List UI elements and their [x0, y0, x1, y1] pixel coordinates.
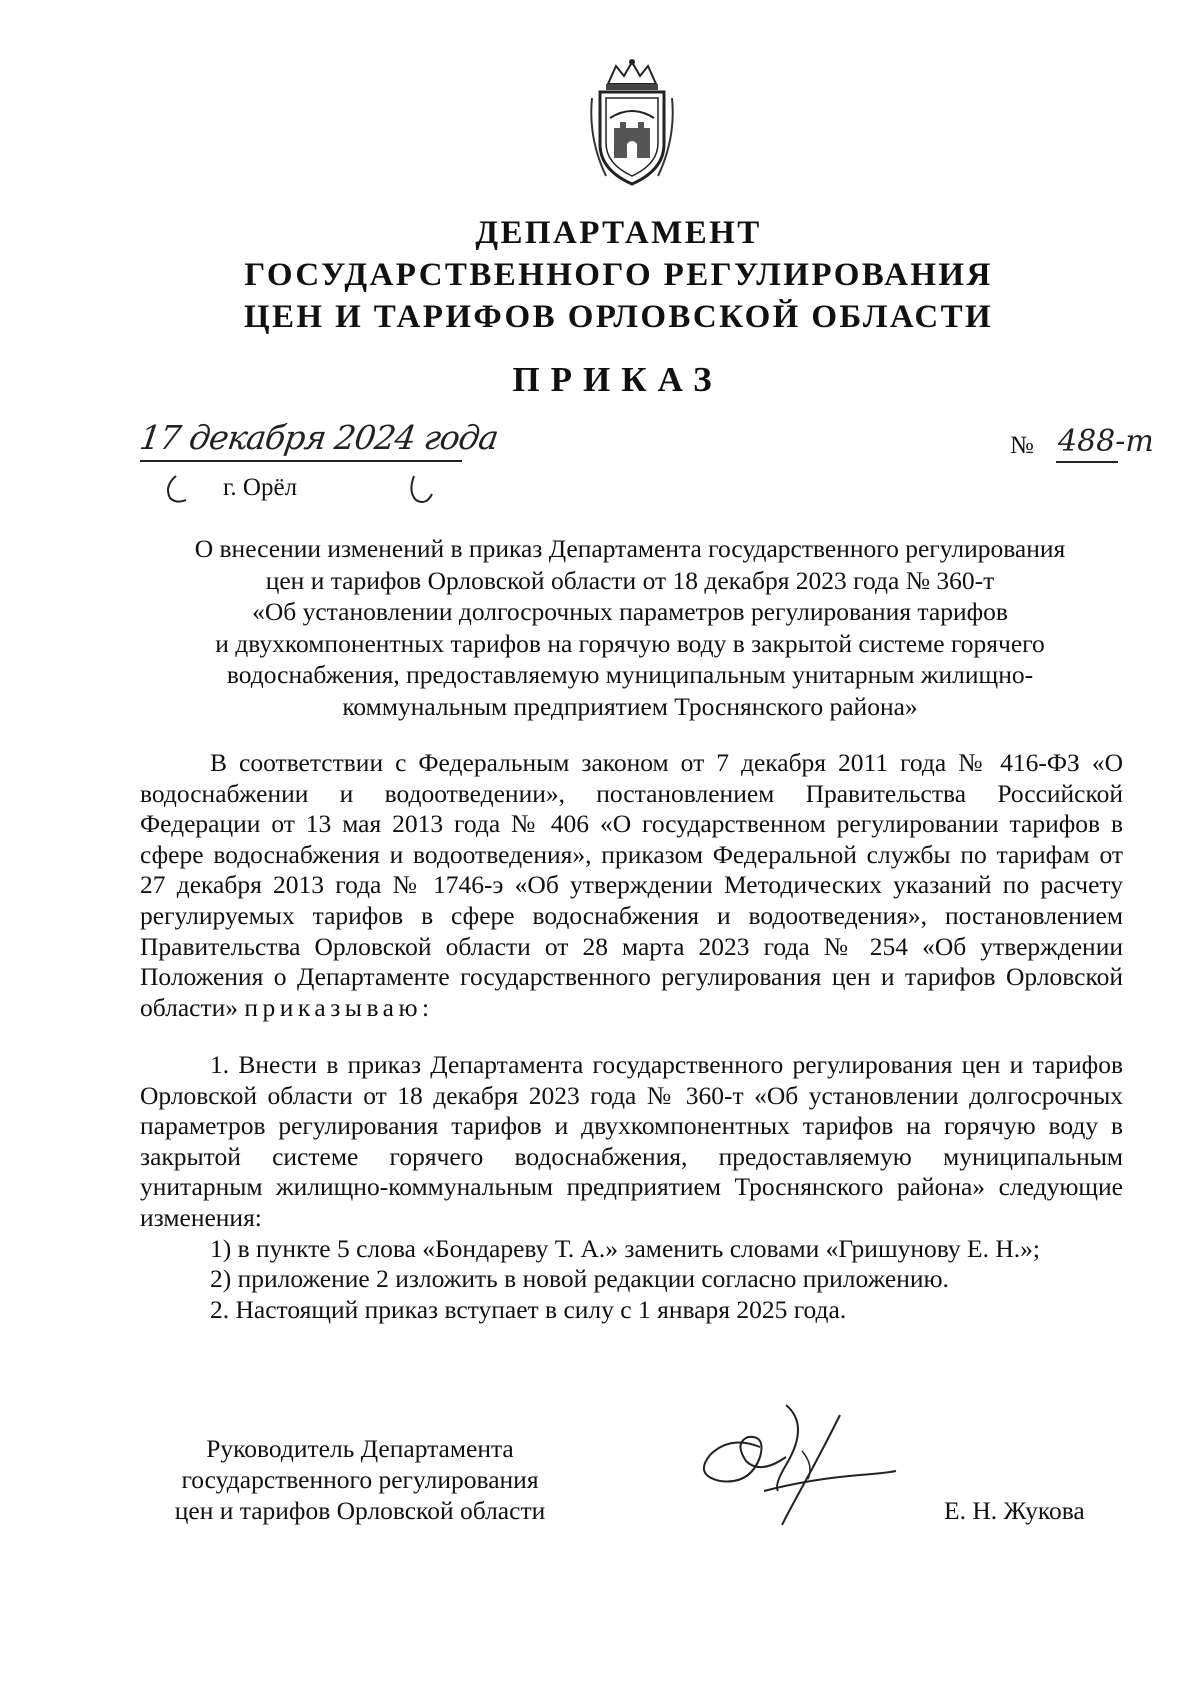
subject-line: «Об установлении долгосрочных параметров регулирования тарифов	[252, 597, 1008, 626]
order-item-1-sub-1: 1) в пункте 5 слова «Бондареву Т. А.» заменить словами «Гришунову Е. Н.»;	[210, 1233, 1040, 1263]
document-type-heading: ПРИКАЗ	[512, 360, 723, 399]
subject-line: О внесении изменений в приказ Департамента государственного регулирования	[194, 534, 1066, 563]
coat-of-arms-emblem	[586, 58, 678, 190]
order-item-1: 1. Внести в приказ Департамента государственного регулирования цен и тарифов Орловской области от 18 декабря 2023 года № 360-т «Об установлении долгосрочных параметров регулирования тарифов и двухкомпонентных тарифов на горячую воду в закрытой системе горячего водоснабжения, предоставляемую муниципальным унитарным жилищно-коммунальным предприятием Троснянского района» следующие изменения:	[140, 1050, 1123, 1232]
order-subject	[130, 533, 1130, 722]
department-title-line-1: ДЕПАРТАМЕНТ	[475, 215, 762, 251]
order-item-2: 2. Настоящий приказ вступает в силу с 1 января 2025 года.	[210, 1294, 847, 1324]
number-underline	[1056, 461, 1118, 463]
order-item-1-sub-2: 2) приложение 2 изложить в новой редакции согласно приложению.	[210, 1264, 949, 1294]
signatory-title-line-2: государственного регулирования	[181, 1465, 539, 1494]
subject-line: цен и тарифов Орловской области от 18 декабря 2023 года № 360-т	[265, 565, 995, 595]
subject-line: коммунальным предприятием Троснянского района»	[342, 691, 918, 721]
subject-line: и двухкомпонентных тарифов на горячую воду в закрытой системе горячего	[215, 628, 1045, 658]
signatory-title	[160, 1433, 560, 1526]
preamble-text: В соответствии с Федеральным законом от 7 декабря 2011 года № 416-ФЗ «О водоснабжении и водоотведении», постановлением Правительства Российской Федерации от 13 мая 2013 года № 406 «О государственном регулировании тарифов в сфере водоснабжения и водоотведения», приказом Федеральной службы по тарифам от 27 декабря 2013 года № 1746-э «Об утверждении Методических указаний по расчету регулируемых тарифов в сфере водоснабжения и водоотведения», постановлением Правительства Орловской области от 28 марта 2023 года № 254 «Об утверждении Положения о Департаменте государственного регулирования цен и тарифов Орловской области»	[140, 748, 1123, 1022]
signatory-name: Е. Н. Жукова	[944, 1496, 1085, 1525]
right-corner-bracket	[404, 472, 438, 506]
signatory-title-line-3: цен и тарифов Орловской области	[174, 1496, 546, 1525]
subject-line: водоснабжения, предоставляемую муниципальным унитарным жилищно-	[226, 660, 1034, 689]
left-corner-bracket	[162, 472, 192, 506]
city-label: г. Орёл	[223, 474, 298, 501]
department-title	[0, 212, 1200, 338]
handwritten-number: 488-т	[1058, 424, 1154, 459]
handwritten-signature	[690, 1395, 910, 1535]
department-title-line-2: ГОСУДАРСТВЕННОГО РЕГУЛИРОВАНИЯ	[244, 257, 993, 293]
department-title-line-3: ЦЕН И ТАРИФОВ ОРЛОВСКОЙ ОБЛАСТИ	[243, 299, 994, 335]
date-underline	[140, 460, 462, 462]
preamble-paragraph	[140, 748, 1123, 1023]
order-items	[140, 1050, 1123, 1325]
handwritten-date: 17 декабря 2024 года	[137, 418, 501, 457]
signatory-title-line-1: Руководитель Департамента	[206, 1434, 514, 1463]
number-sign: №	[1010, 432, 1034, 459]
order-word: приказываю:	[244, 992, 434, 1022]
